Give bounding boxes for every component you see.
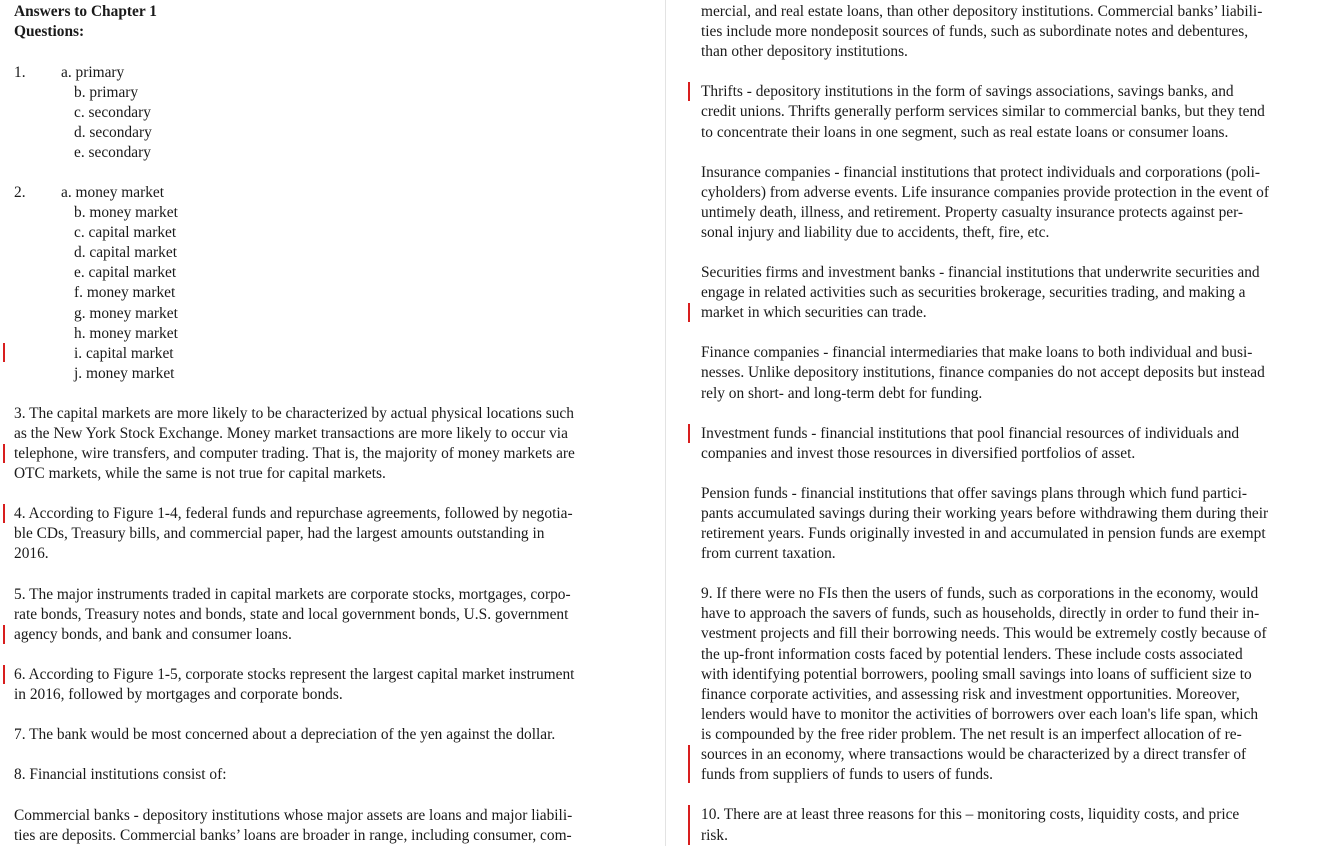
text-line: Finance companies - financial intermediaries that make loans to both individual and busi- <box>701 344 1253 361</box>
text-line: with identifying potential borrowers, pooling small savings into loans of sufficient size to <box>701 666 1252 683</box>
q2-item: f. money market <box>74 284 176 301</box>
q2-item: g. money market <box>74 305 178 322</box>
change-bar <box>688 82 690 101</box>
text-line: 4. According to Figure 1-4, federal funds and repurchase agreements, followed by negotia- <box>14 505 573 522</box>
questions-heading: Questions: <box>14 23 85 40</box>
text-line: 8. Financial institutions consist of: <box>14 766 227 783</box>
q2-item: b. money market <box>74 204 178 221</box>
text-line: as the New York Stock Exchange. Money market transactions are more likely to occur via <box>14 425 568 442</box>
change-bar <box>688 303 690 322</box>
text-line: Thrifts - depository institutions in the form of savings associations, savings banks, and <box>701 83 1234 100</box>
text-line: Insurance companies - financial institutions that protect individuals and corporations (poli- <box>701 164 1261 181</box>
text-line: rate bonds, Treasury notes and bonds, state and local government bonds, U.S. government <box>14 606 569 623</box>
change-bar <box>688 424 690 443</box>
text-line: mercial, and real estate loans, than other depository institutions. Commercial banks’ liabili- <box>701 3 1263 20</box>
q1-item: d. secondary <box>74 124 152 141</box>
text-line: ble CDs, Treasury bills, and commercial paper, had the largest amounts outstanding in <box>14 525 545 542</box>
change-bar <box>3 343 5 362</box>
text-line: to concentrate their loans in one segment, such as real estate loans or consumer loans. <box>701 124 1229 141</box>
text-line: cyholders) from adverse events. Life insurance companies provide protection in the event of <box>701 184 1269 201</box>
text-line: 3. The capital markets are more likely to be characterized by actual physical locations such <box>14 405 574 422</box>
text-line: the up-front information costs faced by potential lenders. These include costs associated <box>701 646 1243 663</box>
text-line: Investment funds - financial institutions that pool financial resources of individuals and <box>701 425 1240 442</box>
text-line: have to approach the savers of funds, such as households, directly in order to fund their in- <box>701 605 1260 622</box>
change-bar <box>3 625 5 644</box>
change-bar <box>688 805 690 845</box>
text-line: 2016. <box>14 545 49 562</box>
text-line: Pension funds - financial institutions that offer savings plans through which fund partici- <box>701 485 1247 502</box>
text-line: from current taxation. <box>701 545 836 562</box>
text-line: untimely death, illness, and retirement. Property casualty insurance protects against per- <box>701 204 1244 221</box>
text-line: 6. According to Figure 1-5, corporate stocks represent the largest capital market instrument <box>14 666 575 683</box>
text-line: companies and invest those resources in diversified portfolios of asset. <box>701 445 1136 462</box>
text-line: engage in related activities such as securities brokerage, securities trading, and making a <box>701 284 1246 301</box>
text-line: funds from suppliers of funds to users of funds. <box>701 766 993 783</box>
text-line: nesses. Unlike depository institutions, finance companies do not accept deposits but instead <box>701 364 1265 381</box>
text-line: credit unions. Thrifts generally perform services similar to commercial banks, but they tend <box>701 103 1265 120</box>
page-divider <box>665 0 666 846</box>
text-line: risk. <box>701 827 728 844</box>
q2-item: i. capital market <box>74 345 174 362</box>
left-page <box>14 0 644 846</box>
change-bar <box>688 745 690 783</box>
change-bar <box>3 444 5 463</box>
right-page <box>701 0 1321 846</box>
change-bar <box>3 504 5 523</box>
text-line: in 2016, followed by mortgages and corporate bonds. <box>14 686 343 703</box>
text-line: rely on short- and long-term debt for funding. <box>701 385 983 402</box>
change-bar <box>3 665 5 684</box>
text-line: finance corporate activities, and assessing risk and investment opportunities. Moreover, <box>701 686 1240 703</box>
chapter-heading: Answers to Chapter 1 <box>14 3 157 20</box>
text-line: agency bonds, and bank and consumer loans. <box>14 626 292 643</box>
q2-item: j. money market <box>74 365 175 382</box>
text-line: 7. The bank would be most concerned about a depreciation of the yen against the dollar. <box>14 726 556 743</box>
text-line: market in which securities can trade. <box>701 304 927 321</box>
q1-item: b. primary <box>74 84 139 101</box>
text-line: vestment projects and fill their borrowing needs. This would be extremely costly because of <box>701 625 1267 642</box>
text-line: ties include more nondeposit sources of funds, such as subordinate notes and debentures, <box>701 23 1249 40</box>
text-line: lenders would have to monitor the activities of borrowers over each loan's life span, which <box>701 706 1259 723</box>
text-line: 9. If there were no FIs then the users of funds, such as corporations in the economy, would <box>701 585 1259 602</box>
q1-item: c. secondary <box>74 104 151 121</box>
text-line: telephone, wire transfers, and computer trading. That is, the majority of money markets are <box>14 445 575 462</box>
q2-item: a. money market <box>61 184 164 201</box>
text-line: OTC markets, while the same is not true for capital markets. <box>14 465 386 482</box>
text-line: 10. There are at least three reasons for this – monitoring costs, liquidity costs, and price <box>701 806 1240 823</box>
q1-item: a. primary <box>61 64 125 81</box>
question-2-number: 2. <box>14 184 26 201</box>
q2-item: c. capital market <box>74 224 177 241</box>
text-line: ties are deposits. Commercial banks’ loans are broader in range, including consumer, com- <box>14 827 572 844</box>
text-line: sonal injury and liability due to accidents, theft, fire, etc. <box>701 224 1050 241</box>
text-line: Securities firms and investment banks - financial institutions that underwrite securities and <box>701 264 1260 281</box>
text-line: sources in an economy, where transactions would be characterized by a direct transfer of <box>701 746 1247 763</box>
text-line: pants accumulated savings during their working years before withdrawing them during their <box>701 505 1269 522</box>
q2-item: d. capital market <box>74 244 177 261</box>
q2-item: e. capital market <box>74 264 177 281</box>
text-line: is compounded by the free rider problem. The net result is an imperfect allocation of re- <box>701 726 1242 743</box>
text-line: retirement years. Funds originally invested in and accumulated in pension funds are exempt <box>701 525 1266 542</box>
q1-item: e. secondary <box>74 144 151 161</box>
q2-item: h. money market <box>74 325 178 342</box>
text-line: Commercial banks - depository institutions whose major assets are loans and major liabili- <box>14 807 573 824</box>
text-line: than other depository institutions. <box>701 43 908 60</box>
text-line: 5. The major instruments traded in capital markets are corporate stocks, mortgages, corpo- <box>14 586 571 603</box>
question-1-number: 1. <box>14 64 26 81</box>
